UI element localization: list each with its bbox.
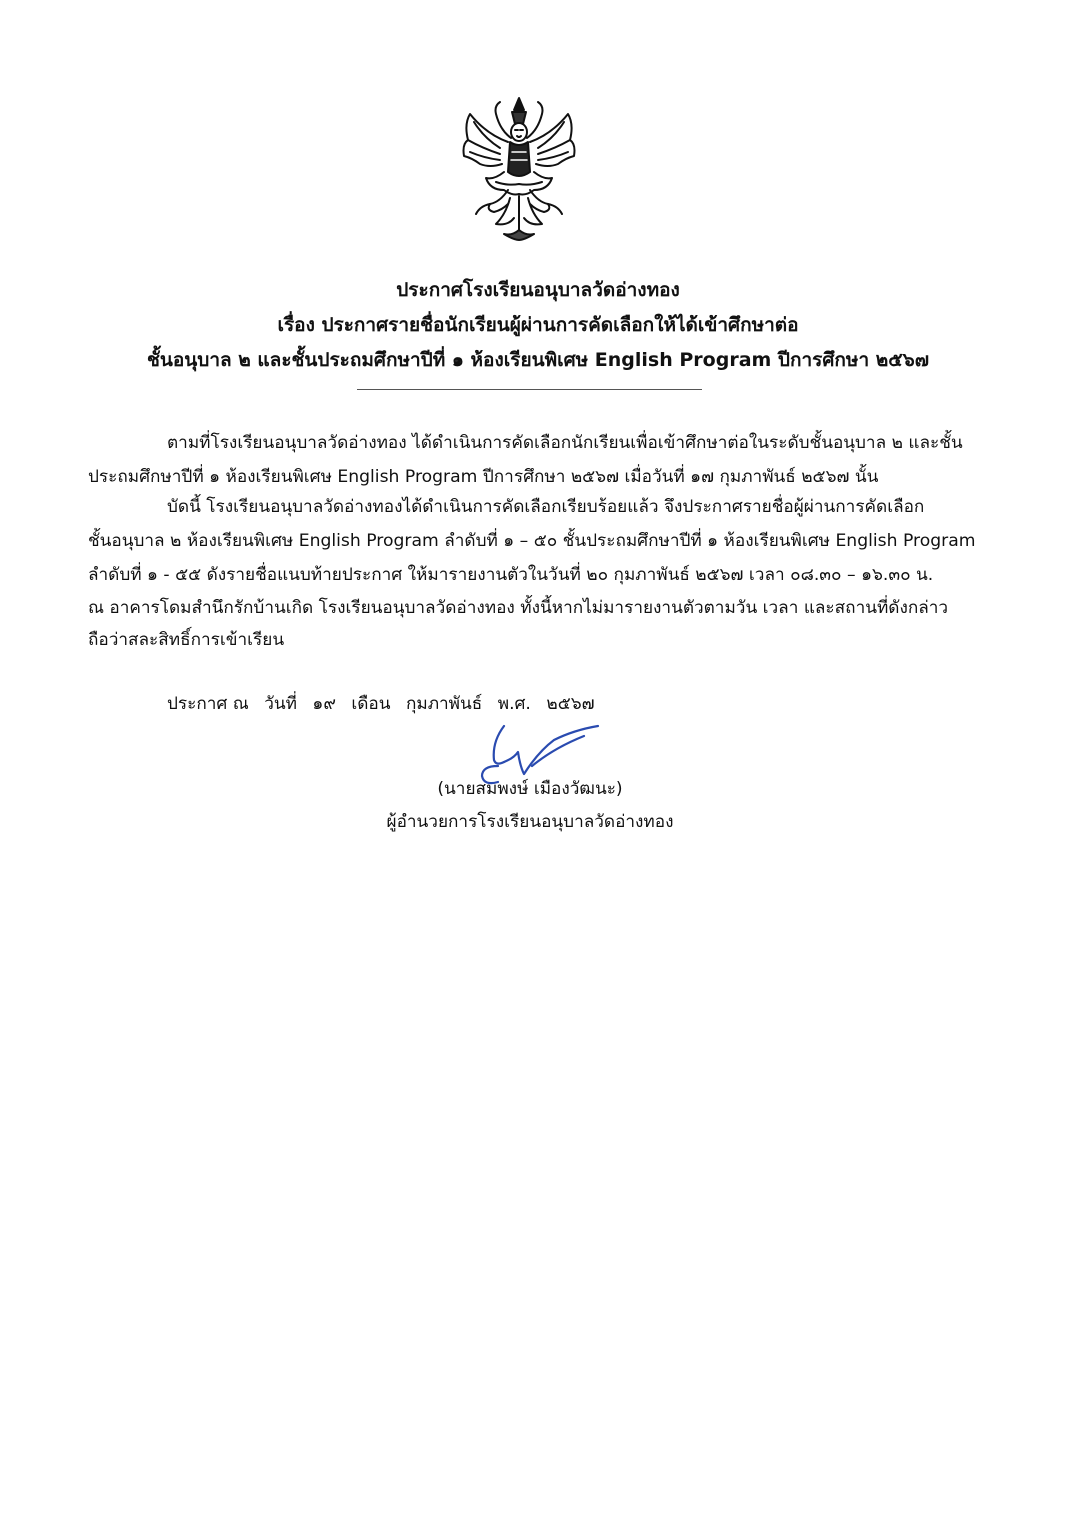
date-prefix: ประกาศ ณ (167, 694, 249, 714)
year-value: ๒๕๖๗ (546, 694, 595, 714)
garuda-emblem-icon (456, 94, 582, 242)
paragraph-2-line-3: ลำดับที่ ๑ - ๕๕ ดังรายชื่อแนบท้ายประกาศ ให้มารายงานตัวในวันที่ ๒๐ กุมภาพันธ์ ๒๕๖๗ เวลา ๐๘.๓๐ – ๑๖.๓๐ น. (88, 565, 934, 585)
year-label: พ.ศ. (497, 694, 531, 714)
announcement-subject: เรื่อง ประกาศรายชื่อนักเรียนผู้ผ่านการคัดเลือกให้ได้เข้าศึกษาต่อ (277, 314, 799, 336)
day-value: ๑๙ (312, 694, 336, 714)
signer-name: (นายสมพงษ์ เมืองวัฒนะ) (437, 779, 623, 799)
month-value: กุมภาพันธ์ (405, 694, 483, 714)
heading-divider (357, 389, 702, 390)
day-label: วันที่ (264, 694, 297, 714)
month-label: เดือน (351, 694, 391, 714)
announcement-heading: ประกาศโรงเรียนอนุบาลวัดอ่างทอง (396, 279, 680, 301)
paragraph-1-line-1: ตามที่โรงเรียนอนุบาลวัดอ่างทอง ได้ดำเนินการคัดเลือกนักเรียนเพื่อเข้าศึกษาต่อในระดับชั้นอนุบาล ๒ และชั้น (167, 433, 963, 453)
paragraph-2-line-1: บัดนี้ โรงเรียนอนุบาลวัดอ่างทองได้ดำเนินการคัดเลือกเรียบร้อยแล้ว จึงประกาศรายชื่อผู้ผ่านการคัดเลือก (167, 497, 925, 517)
signer-title: ผู้อำนวยการโรงเรียนอนุบาลวัดอ่างทอง (386, 812, 674, 832)
announcement-subject-detail: ชั้นอนุบาล ๒ และชั้นประถมศึกษาปีที่ ๑ ห้องเรียนพิเศษ English Program ปีการศึกษา ๒๕๖๗ (147, 349, 929, 371)
paragraph-2-line-5: ถือว่าสละสิทธิ์การเข้าเรียน (88, 630, 285, 650)
paragraph-2-line-2: ชั้นอนุบาล ๒ ห้องเรียนพิเศษ English Program ลำดับที่ ๑ – ๕๐ ชั้นประถมศึกษาปีที่ ๑ ห้องเรียนพิเศษ English Program (88, 531, 976, 551)
announcement-date (167, 689, 605, 719)
paragraph-2-line-4: ณ อาคารโดมสำนึกรักบ้านเกิด โรงเรียนอนุบาลวัดอ่างทอง ทั้งนี้หากไม่มารายงานตัวตามวัน เวลา และสถานที่ดังกล่าว (88, 598, 949, 618)
paragraph-1-line-2: ประถมศึกษาปีที่ ๑ ห้องเรียนพิเศษ English Program ปีการศึกษา ๒๕๖๗ เมื่อวันที่ ๑๗ กุมภาพันธ์ ๒๕๖๗ นั้น (88, 467, 879, 487)
